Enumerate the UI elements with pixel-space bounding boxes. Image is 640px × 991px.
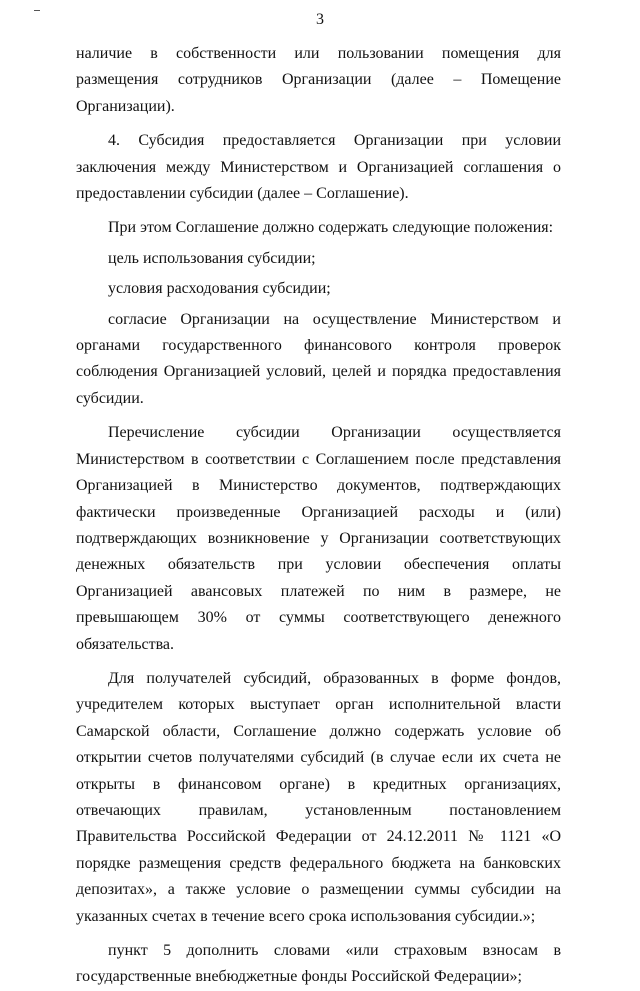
- paragraph-control-consent: согласие Организации на осуществление Министерством и органами государственного финансового контроля проверок соблюдения Организацией условий, целей и порядка предоставления субсидии.: [76, 310, 561, 407]
- paragraph-subsidy-agreement: 4. Субсидия предоставляется Организации при условии заключения между Министерством и Организацией соглашения о предоставлении субсидии (далее – Соглашение).: [76, 132, 561, 203]
- page-number: 3: [316, 11, 324, 28]
- paragraph-agreement-provisions-intro: При этом Соглашение должно содержать следующие положения:: [108, 219, 554, 237]
- paragraph-subsidy-purpose: цель использования субсидии;: [108, 249, 316, 267]
- paragraph-premises-continued: наличие в собственности или пользовании помещения для размещения сотрудников Организации (далее – Помещение Организации).: [76, 45, 561, 115]
- paragraph-fund-recipients: Для получателей субсидий, образованных в форме фондов, учредителем которых выступает орган исполнительной власти Самарской области, Соглашение должно содержать условие об открытии счетов получателями субсидий (в случае если их счета не открыты в финансовом органе) в кредитных организациях, отвечающих правилам, установленным постановлением Правительства Российской Федерации от 24.12.2011 № 1121 «О порядке размещения средств федерального бюджета на банковских депозитах», а также условие о размещении суммы субсидии на указанных счетах в течение всего срока использования субсидии.»;: [76, 669, 561, 925]
- document-body: [76, 41, 561, 991]
- paragraph-spending-conditions: условия расходования субсидии;: [108, 280, 331, 298]
- paragraph-clause-5-amendment: пункт 5 дополнить словами «или страховым взносам в государственные внебюджетные фонды Российской Федерации»;: [76, 942, 561, 986]
- paragraph-subsidy-transfer: Перечисление субсидии Организации осуществляется Министерством в соответствии с Соглашением после представления Организацией в Министерство документов, подтверждающих фактически произведенные Организацией расходы и (или) подтверждающих возникновение у Организации соответствующих денежных обязательств при условии обеспечения оплаты Организацией авансовых платежей по ним в размере, не превышающем 30% от суммы соответствующего денежного обязательства.: [76, 424, 561, 653]
